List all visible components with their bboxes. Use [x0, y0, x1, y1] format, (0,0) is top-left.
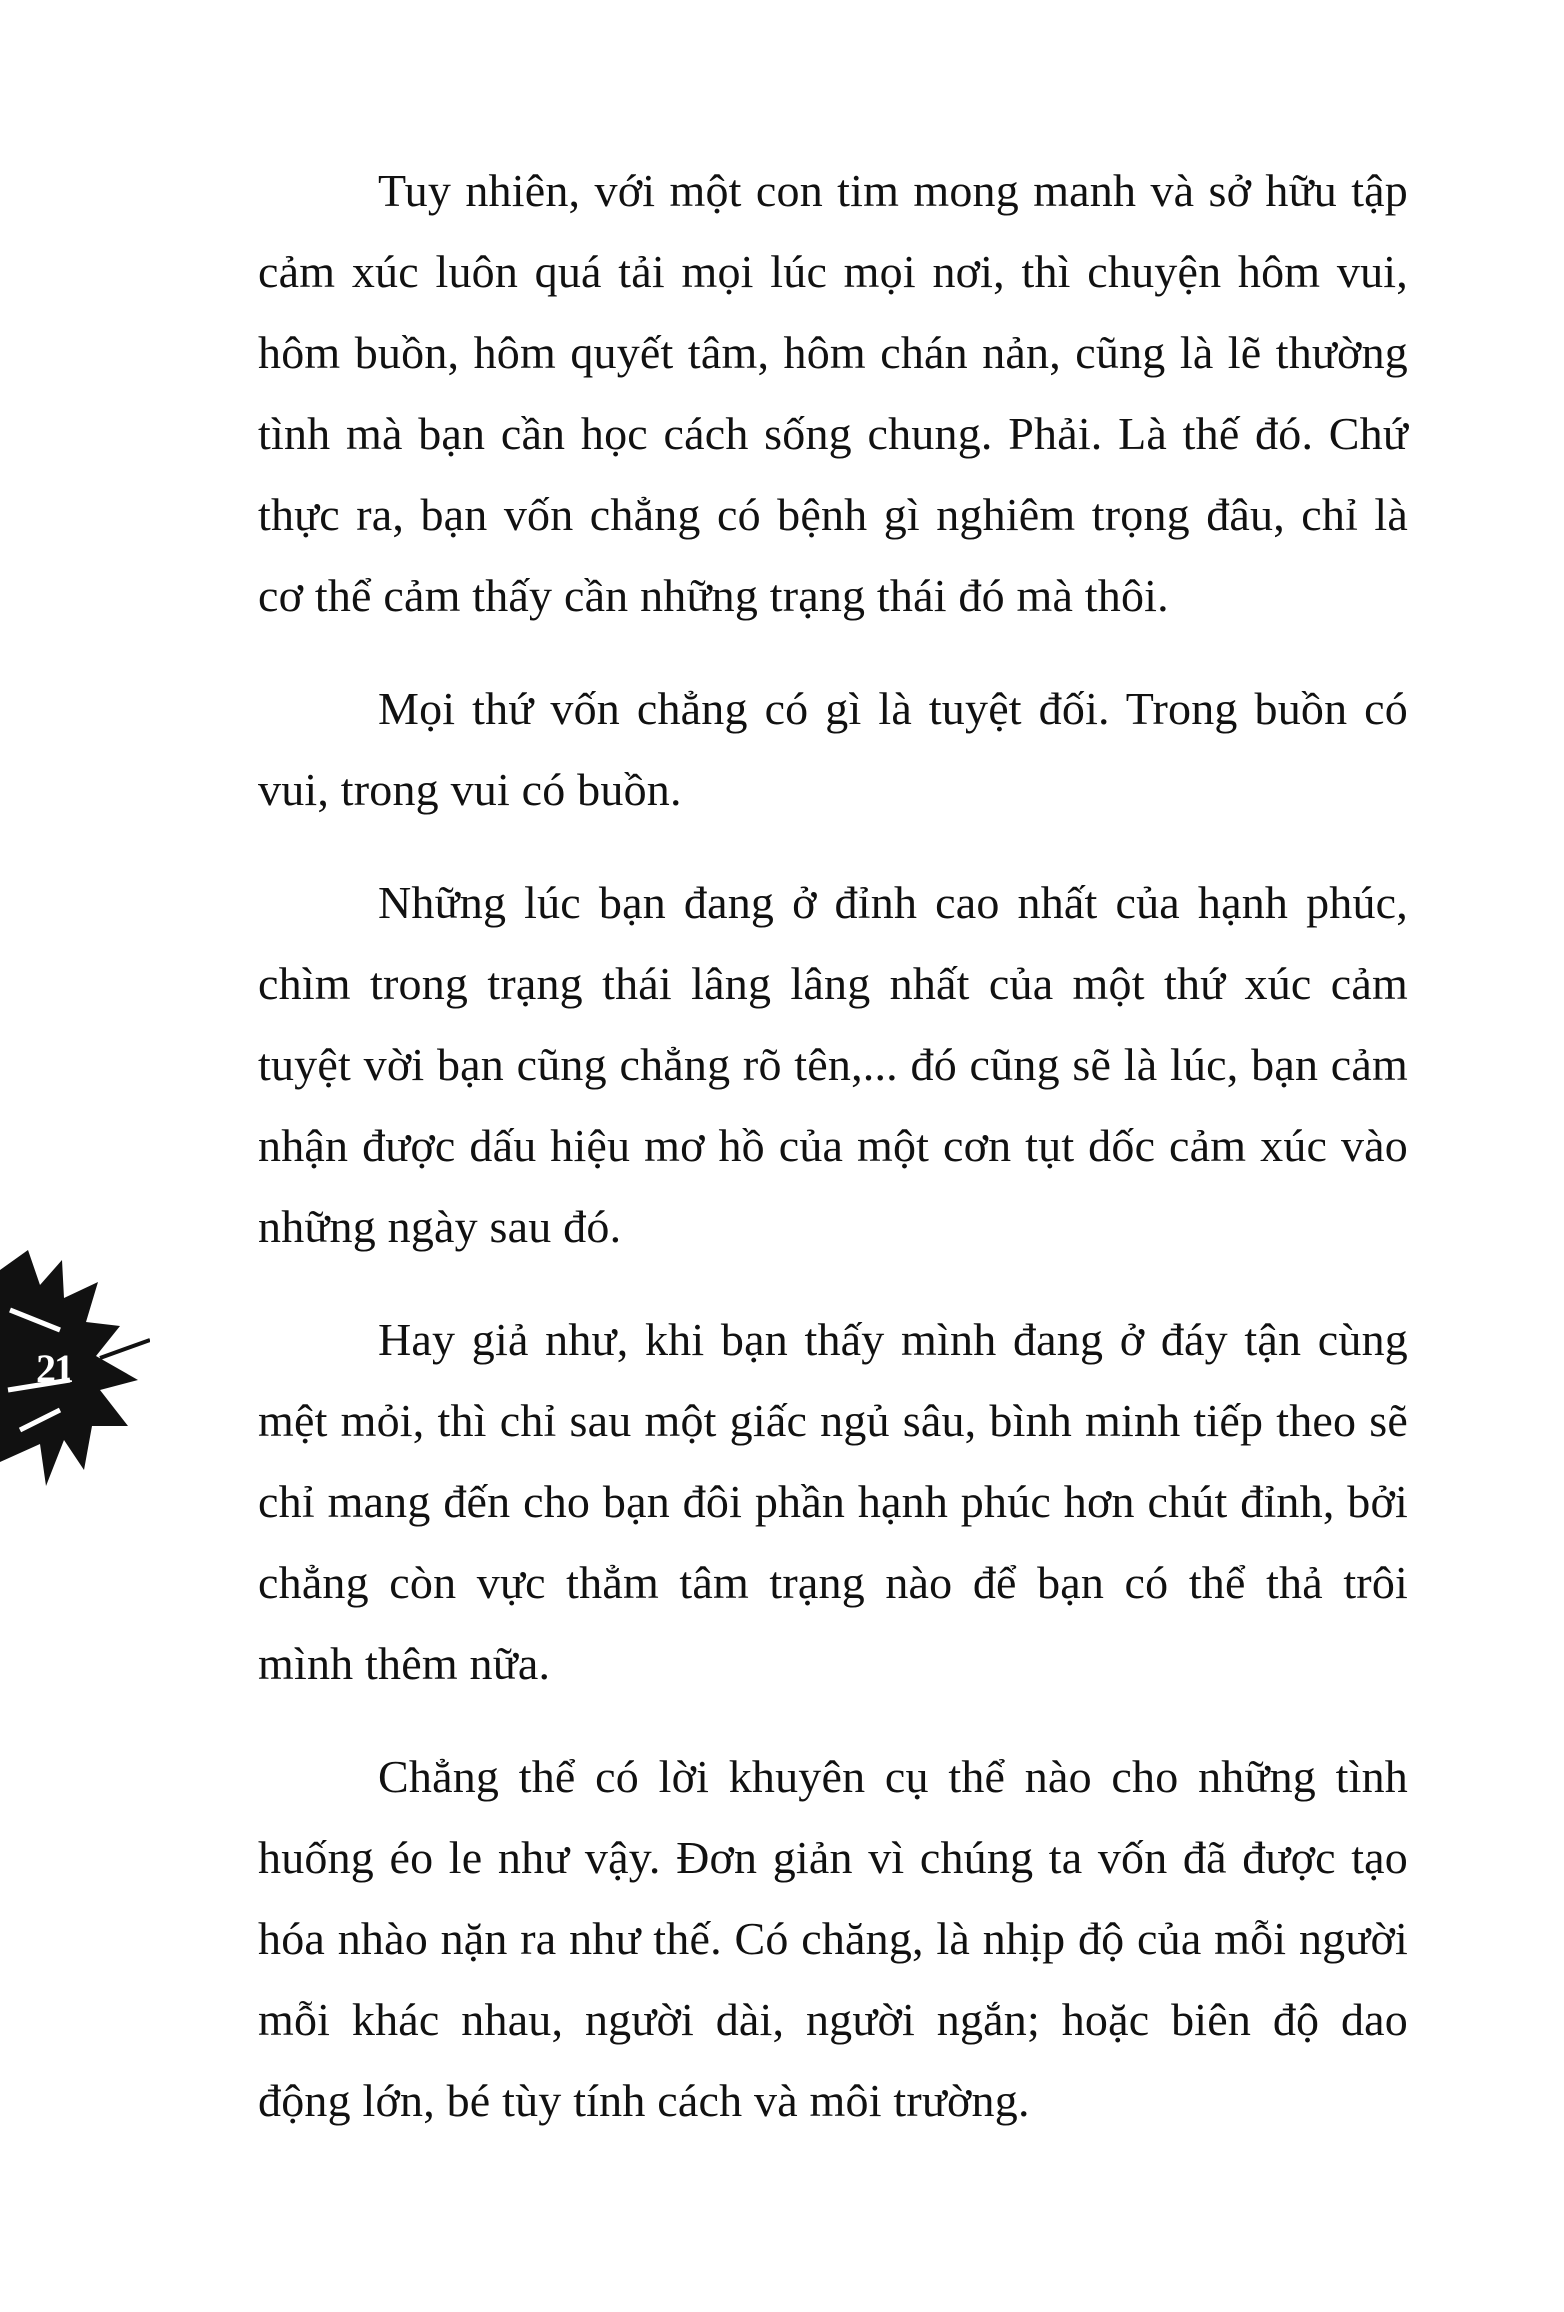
body-text — [258, 150, 1408, 2141]
page-number: 21 — [36, 1346, 72, 1391]
paragraph-1: Tuy nhiên, với một con tim mong manh và sở hữu tập cảm xúc luôn quá tải mọi lúc mọi nơi, thì chuyện hôm vui, hôm buồn, hôm quyết tâm, hôm chán nản, cũng là lẽ thường tình mà bạn cần học cách sống chung. Phải. Là thế đó. Chứ thực ra, bạn vốn chẳng có bệnh gì nghiêm trọng đâu, chỉ là cơ thể cảm thấy cần những trạng thái đó mà thôi. — [258, 165, 1408, 621]
paragraph-2: Mọi thứ vốn chẳng có gì là tuyệt đối. Trong buồn có vui, trong vui có buồn. — [258, 683, 1408, 815]
paragraph-5: Chẳng thể có lời khuyên cụ thể nào cho những tình huống éo le như vậy. Đơn giản vì chúng ta vốn đã được tạo hóa nhào nặn ra như thế. Có chăng, là nhịp độ của mỗi người mỗi khác nhau, người dài, người ngắn; hoặc biên độ dao động lớn, bé tùy tính cách và môi trường. — [258, 1751, 1408, 2126]
paragraph-3: Những lúc bạn đang ở đỉnh cao nhất của hạnh phúc, chìm trong trạng thái lâng lâng nhất của một thứ xúc cảm tuyệt vời bạn cũng chẳng rõ tên,... đó cũng sẽ là lúc, bạn cảm nhận được dấu hiệu mơ hồ của một cơn tụt dốc cảm xúc vào những ngày sau đó. — [258, 877, 1408, 1252]
paragraph-4: Hay giả như, khi bạn thấy mình đang ở đáy tận cùng mệt mỏi, thì chỉ sau một giấc ngủ sâu, bình minh tiếp theo sẽ chỉ mang đến cho bạn đôi phần hạnh phúc hơn chút đỉnh, bởi chẳng còn vực thẳm tâm trạng nào để bạn có thể thả trôi mình thêm nữa. — [258, 1314, 1408, 1689]
leaf-icon — [0, 1230, 150, 1510]
